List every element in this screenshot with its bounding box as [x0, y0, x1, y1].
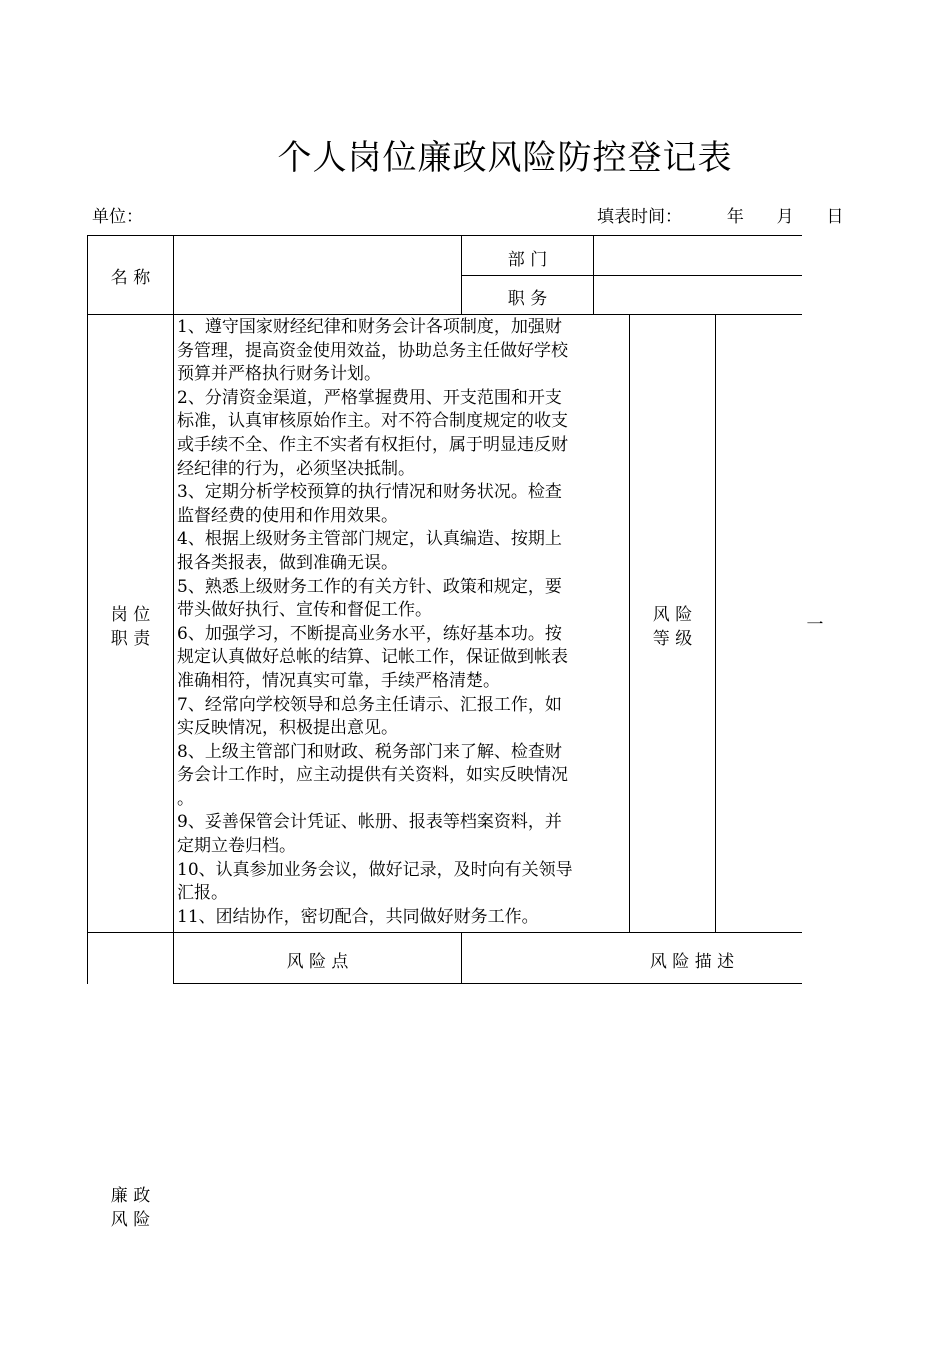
duty-line: 或手续不全、作主不实者有权拒付，属于明显违反财 [177, 434, 568, 455]
duty-line: 6、加强学习，不断提高业务水平，练好基本功。按 [177, 623, 562, 644]
risk-level-label-line2: 等 级 [652, 629, 693, 649]
duty-line: 11、团结协作，密切配合，共同做好财务工作。 [177, 906, 539, 927]
risk-description-header: 风 险 描 述 [649, 952, 735, 972]
duty-line: 2、分清资金渠道，严格掌握费用、开支范围和开支 [177, 387, 562, 408]
year-label: 年 [726, 207, 744, 227]
duty-line: 5、熟悉上级财务工作的有关方针、政策和规定，要 [177, 576, 562, 597]
duty-line: 3、定期分析学校预算的执行情况和财务状况。检查 [177, 482, 562, 503]
duty-line: 规定认真做好总帐的结算、记帐工作，保证做到帐表 [177, 647, 568, 668]
duty-line: 9、妥善保管会计凭证、帐册、报表等档案资料，并 [177, 812, 562, 833]
position-label: 职 务 [507, 289, 548, 309]
duties-label-line1: 岗 位 [110, 605, 151, 625]
duty-line: 务会计工作时，应主动提供有关资料，如实反映情况 [177, 765, 568, 786]
day-label: 日 [826, 207, 844, 227]
duty-line: 7、经常向学校领导和总务主任请示、汇报工作，如 [177, 694, 562, 715]
duty-line: 报各类报表，做到准确无误。 [177, 552, 398, 573]
duty-line: 实反映情况，积极提出意见。 [177, 718, 398, 739]
integrity-label-line1: 廉 政 [110, 1186, 151, 1206]
duty-line: 汇报。 [177, 883, 228, 904]
duties-list [177, 316, 622, 929]
month-label: 月 [776, 207, 794, 227]
duty-line: 10、认真参加业务会议，做好记录，及时向有关领导 [177, 859, 573, 880]
duty-line: 监督经费的使用和作用效果。 [177, 505, 398, 526]
duty-line: 4、根据上级财务主管部门规定，认真编造、按期上 [177, 529, 562, 550]
risk-level-label-line1: 风 险 [652, 605, 693, 625]
integrity-label-line2: 风 险 [110, 1210, 151, 1230]
duty-line: 。 [177, 788, 194, 809]
date-label: 填表时间： [597, 207, 682, 227]
dept-label: 部 门 [507, 250, 548, 270]
duty-line: 经纪律的行为，必须坚决抵制。 [177, 458, 415, 479]
risk-level-value: 一 [806, 615, 824, 635]
duties-label-line2: 职 责 [110, 629, 151, 649]
duty-line: 1、遵守国家财经纪律和财务会计各项制度，加强财 [177, 317, 562, 337]
duty-line: 务管理，提高资金使用效益，协助总务主任做好学校 [177, 340, 568, 361]
page-title: 个人岗位廉政风险防控登记表 [277, 138, 733, 178]
date-field [597, 202, 843, 227]
name-label: 名 称 [110, 268, 151, 288]
duty-line: 准确相符，情况真实可靠，手续严格清楚。 [177, 670, 500, 691]
duty-line: 预算并严格执行财务计划。 [177, 364, 381, 385]
duty-line: 带头做好执行、宣传和督促工作。 [177, 600, 432, 621]
duty-line: 标准，认真审核原始作主。对不符合制度规定的收支 [177, 411, 568, 432]
duty-line: 定期立卷归档。 [177, 836, 296, 857]
risk-point-header: 风 险 点 [286, 952, 349, 972]
unit-label: 单位： [92, 207, 143, 227]
duty-line: 8、上级主管部门和财政、税务部门来了解、检查财 [177, 741, 562, 762]
